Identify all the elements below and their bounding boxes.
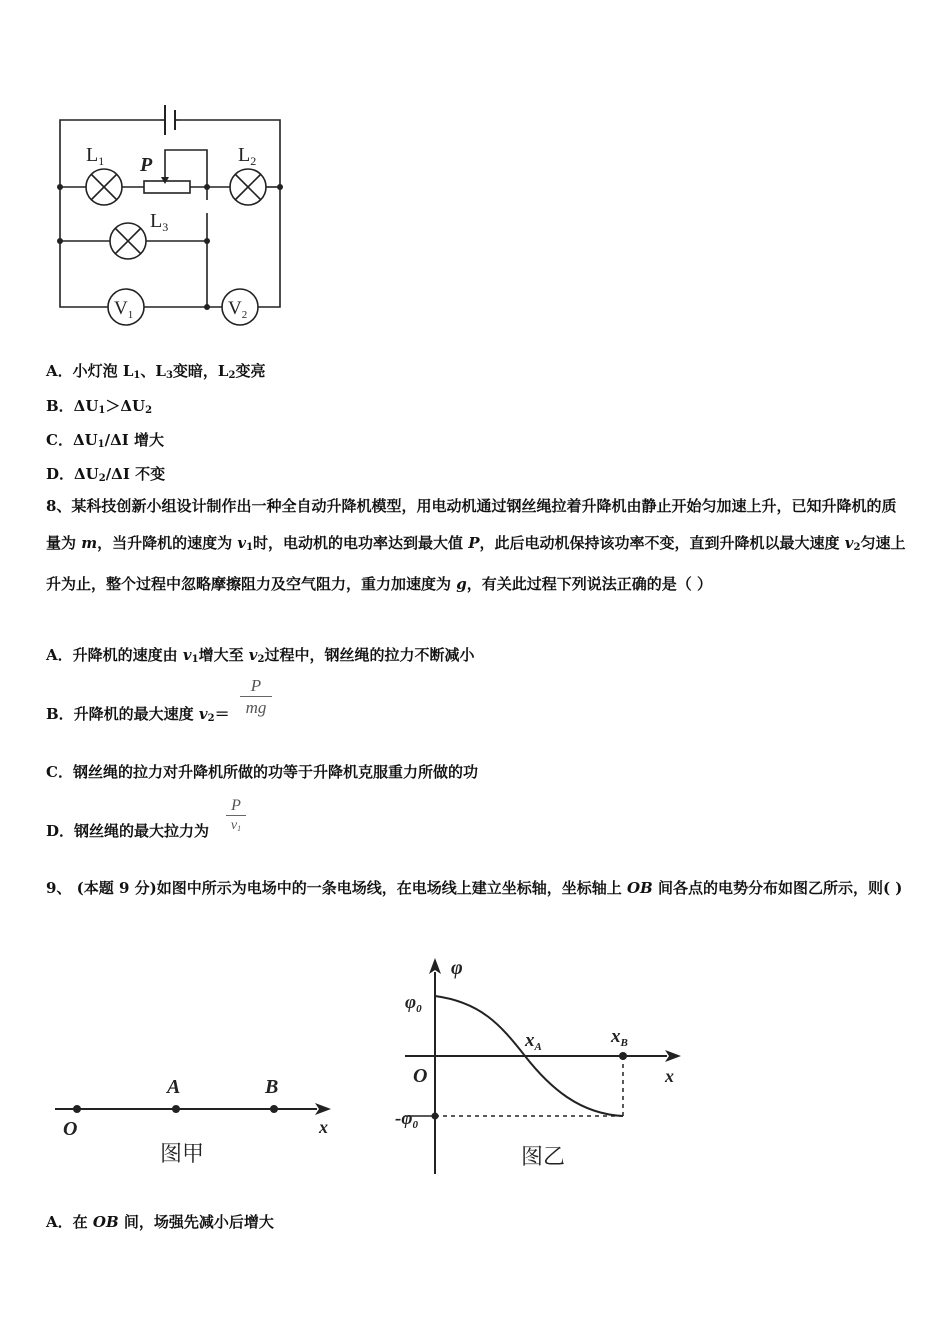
label-L2-sub: 2 [250,154,257,168]
fig1-label-A: A [167,1076,181,1098]
q7-option-d: D．$\Delta U_2/\Delta I$ 不变 [46,465,166,484]
svg-text:xA [524,1030,542,1053]
fig2-label-neg-phi0: -φ [395,1108,413,1129]
svg-text:L1 [86,144,104,168]
q8-option-d-fraction: $\frac{P}{v_1}$ [226,796,246,839]
fig2-label-phi0-sub: 0 [416,1003,422,1015]
q8-option-b-fraction: $\frac{P}{mg}$ [240,676,272,719]
lamp-L2 [230,169,266,205]
fig2-label-xB-sub: B [620,1037,628,1049]
svg-text:φ0 [405,992,422,1015]
fig1-label-x: x [319,1117,328,1137]
fig1-caption: 图甲 [160,1142,205,1165]
svg-text:xB [610,1026,628,1049]
fig2-label-xB: x [611,1026,621,1047]
label-L1-sub: 1 [98,154,105,168]
lamp-L1 [86,169,122,205]
fig2-label-neg-phi0-sub: 0 [412,1119,418,1131]
circuit-diagram [40,95,340,335]
fig2-label-xA: x [525,1030,535,1051]
fig2-label-xA-sub: A [534,1041,542,1053]
label-L1: L [86,144,99,166]
q8-option-a: A．升降机的速度由 $v_1$增大至 $v_2$过程中，钢丝绳的拉力不断减小 [46,646,475,665]
label-V2: V [228,298,242,319]
fig1-label-B: B [265,1076,279,1098]
fig2-caption: 图乙 [521,1145,566,1170]
fig2-label-O: O [413,1065,428,1087]
q9-option-a: A．在 OB 间，场强先减小后增大 [46,1213,274,1231]
q9-stem: 9、 (本题 9 分)如图中所示为电场中的一条电场线，在电场线上建立坐标轴，坐标轴上 OB 间各点的电势分布如图乙所示，则( ) [46,879,903,897]
q7-option-c: C．$\Delta U_1/\Delta I$ 增大 [46,431,165,450]
q8-option-d: D．钢丝绳的最大拉力为 [46,822,210,840]
svg-text:-φ0 [395,1108,418,1131]
label-P: P [140,154,153,176]
figure-jia [55,1075,355,1165]
label-L3: L [150,210,163,232]
q7-option-a: A．小灯泡 $L_1$、$L_3$变暗，$L_2$变亮 [46,362,266,381]
label-V2-sub: 2 [241,309,248,321]
svg-text:L3 [150,210,168,234]
label-V1-sub: 1 [127,309,134,321]
label-L3-sub: 3 [162,220,169,234]
q7-option-b: B．$\Delta U_1>\Delta U_2$ [46,397,153,416]
label-V1: V [114,298,128,319]
fig2-label-phi0: φ [405,992,417,1013]
fig1-label-O: O [63,1118,78,1140]
q8-option-c: C．钢丝绳的拉力对升降机所做的功等于升降机克服重力所做的功 [46,763,478,781]
lamp-L3 [110,223,146,259]
svg-text:L2 [238,144,256,168]
q8-stem: 8、某科技创新小组设计制作出一种全自动升降机模型，用电动机通过钢丝绳拉着升降机由静止开始匀加速上升，已知升降机的质量为 m，当升降机的速度为 $v_1$时，电动机的电功率达到最大值 P，此后电动机保持该功率不变，直到升降机以最大速度 $v_2$匀速上升为止，整个过程中忽略摩擦阻力及空气阻力，重力加速度为 g，有关此过程下列说法正确的是（ ） [46,497,906,593]
fig2-label-x: x [665,1066,674,1086]
figure-yi [385,952,705,1177]
label-L2: L [238,144,251,166]
fig2-label-phi: φ [451,957,463,979]
q8-option-b: B．升降机的最大速度 $v_2=$ [46,705,230,724]
